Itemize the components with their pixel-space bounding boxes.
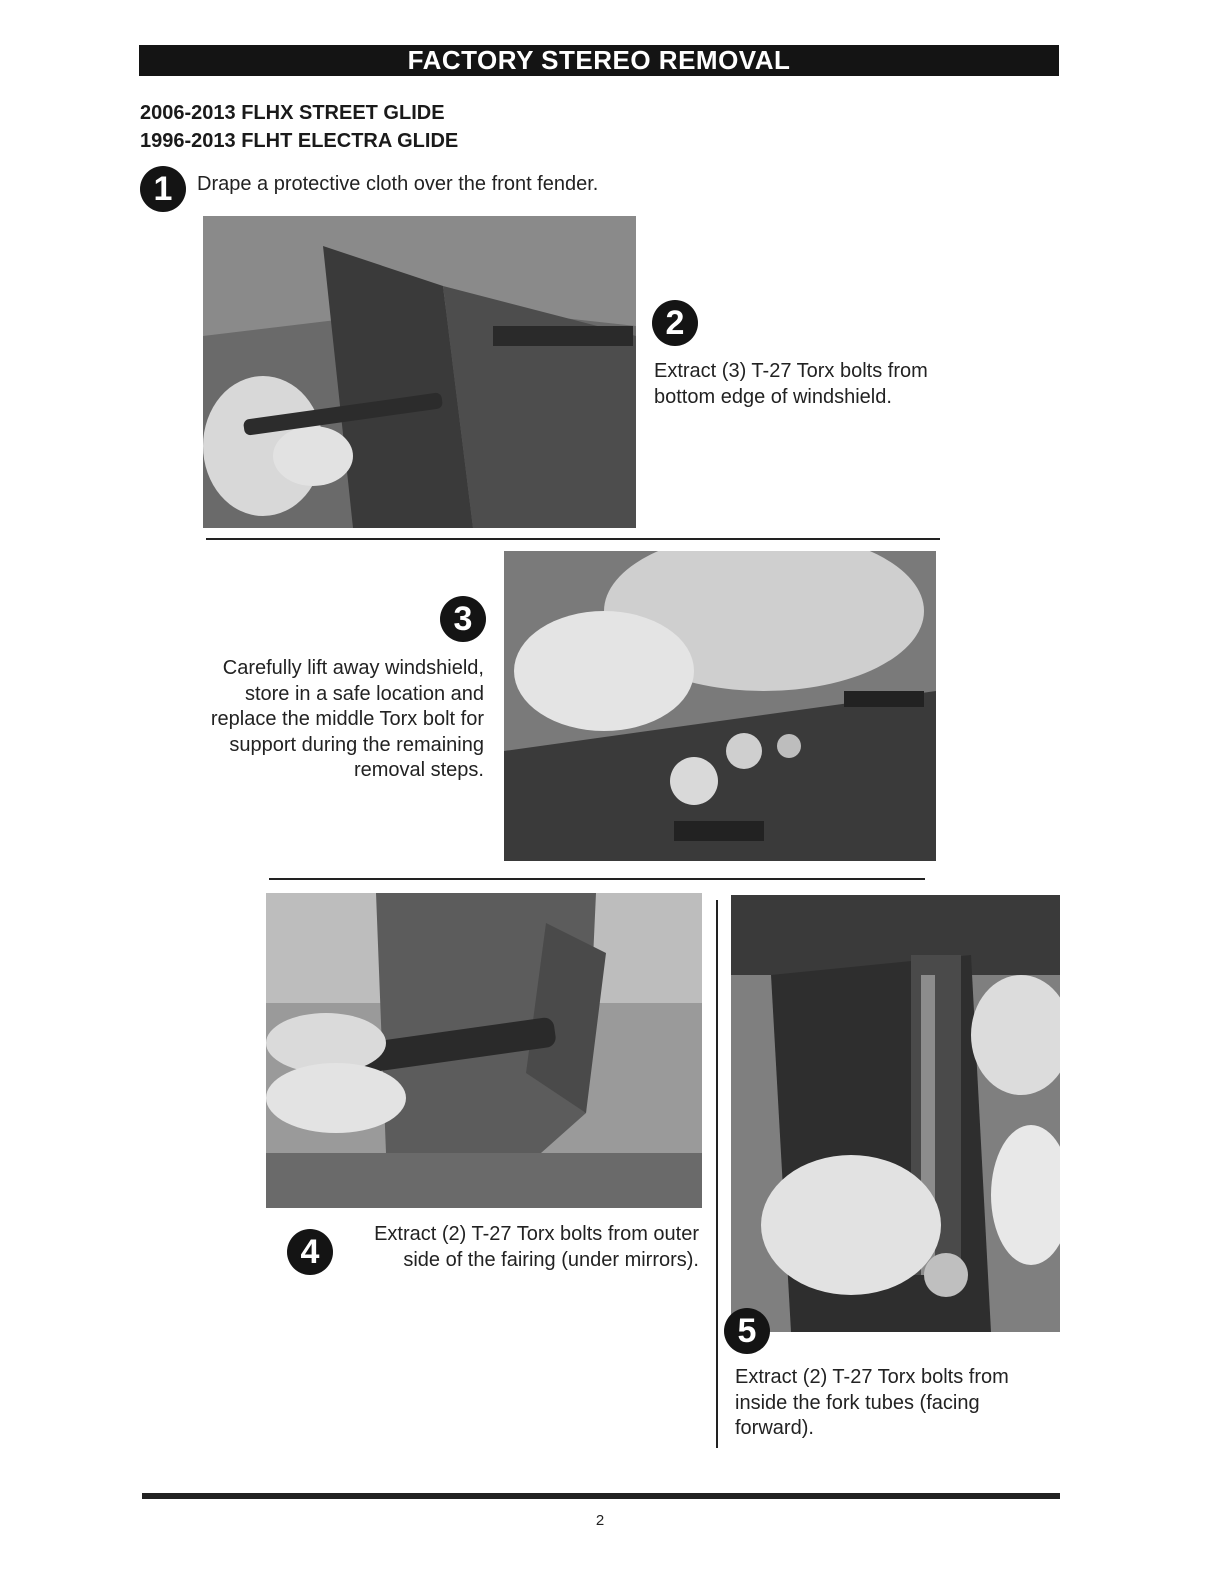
- step-3-text: [170, 656, 484, 784]
- step-5-text: [735, 1365, 1009, 1442]
- step-3-badge: 3: [440, 596, 486, 642]
- section-divider: [269, 878, 925, 880]
- step-2-text: [654, 359, 928, 410]
- photo-fork-tube-bolts: [731, 895, 1060, 1332]
- step-3-line-1: Carefully lift away windshield,: [222, 657, 484, 679]
- step-5-line-1: Extract (2) T-27 Torx bolts from: [735, 1366, 1009, 1388]
- photo-lift-windshield: [504, 551, 936, 861]
- page-number: 2: [595, 1512, 605, 1529]
- step-3-line-5: removal steps.: [353, 759, 484, 781]
- step-5-line-2: inside the fork tubes (facing: [735, 1391, 980, 1414]
- step-3-line-4: support during the remaining: [229, 733, 484, 756]
- column-divider: [716, 900, 718, 1448]
- step-4-badge: 4: [287, 1229, 333, 1275]
- step-2-line-2: bottom edge of windshield.: [654, 385, 892, 408]
- step-1-text: Drape a protective cloth over the front fender.: [197, 173, 599, 195]
- photo-windshield-bolts: [203, 216, 636, 528]
- step-2-badge: 2: [652, 300, 698, 346]
- page-title-banner: FACTORY STEREO REMOVAL: [139, 45, 1059, 76]
- step-5-line-3: forward).: [735, 1417, 814, 1439]
- photo-outer-fairing-bolts: [266, 893, 702, 1208]
- step-1-badge: 1: [140, 166, 186, 212]
- model-line-electra-glide: 1996-2013 FLHT ELECTRA GLIDE: [140, 130, 459, 152]
- step-3-line-3: replace the middle Torx bolt for: [210, 708, 484, 730]
- step-4-text: [340, 1222, 699, 1273]
- step-4-line-2: side of the fairing (under mirrors).: [403, 1248, 699, 1271]
- step-2-line-1: Extract (3) T-27 Torx bolts from: [654, 360, 928, 382]
- step-4-line-1: Extract (2) T-27 Torx bolts from outer: [374, 1223, 699, 1245]
- step-3-line-2: store in a safe location and: [244, 682, 484, 705]
- model-line-street-glide: 2006-2013 FLHX STREET GLIDE: [140, 102, 445, 124]
- footer-rule: [142, 1493, 1060, 1499]
- section-divider: [206, 538, 940, 540]
- step-5-badge: 5: [724, 1308, 770, 1354]
